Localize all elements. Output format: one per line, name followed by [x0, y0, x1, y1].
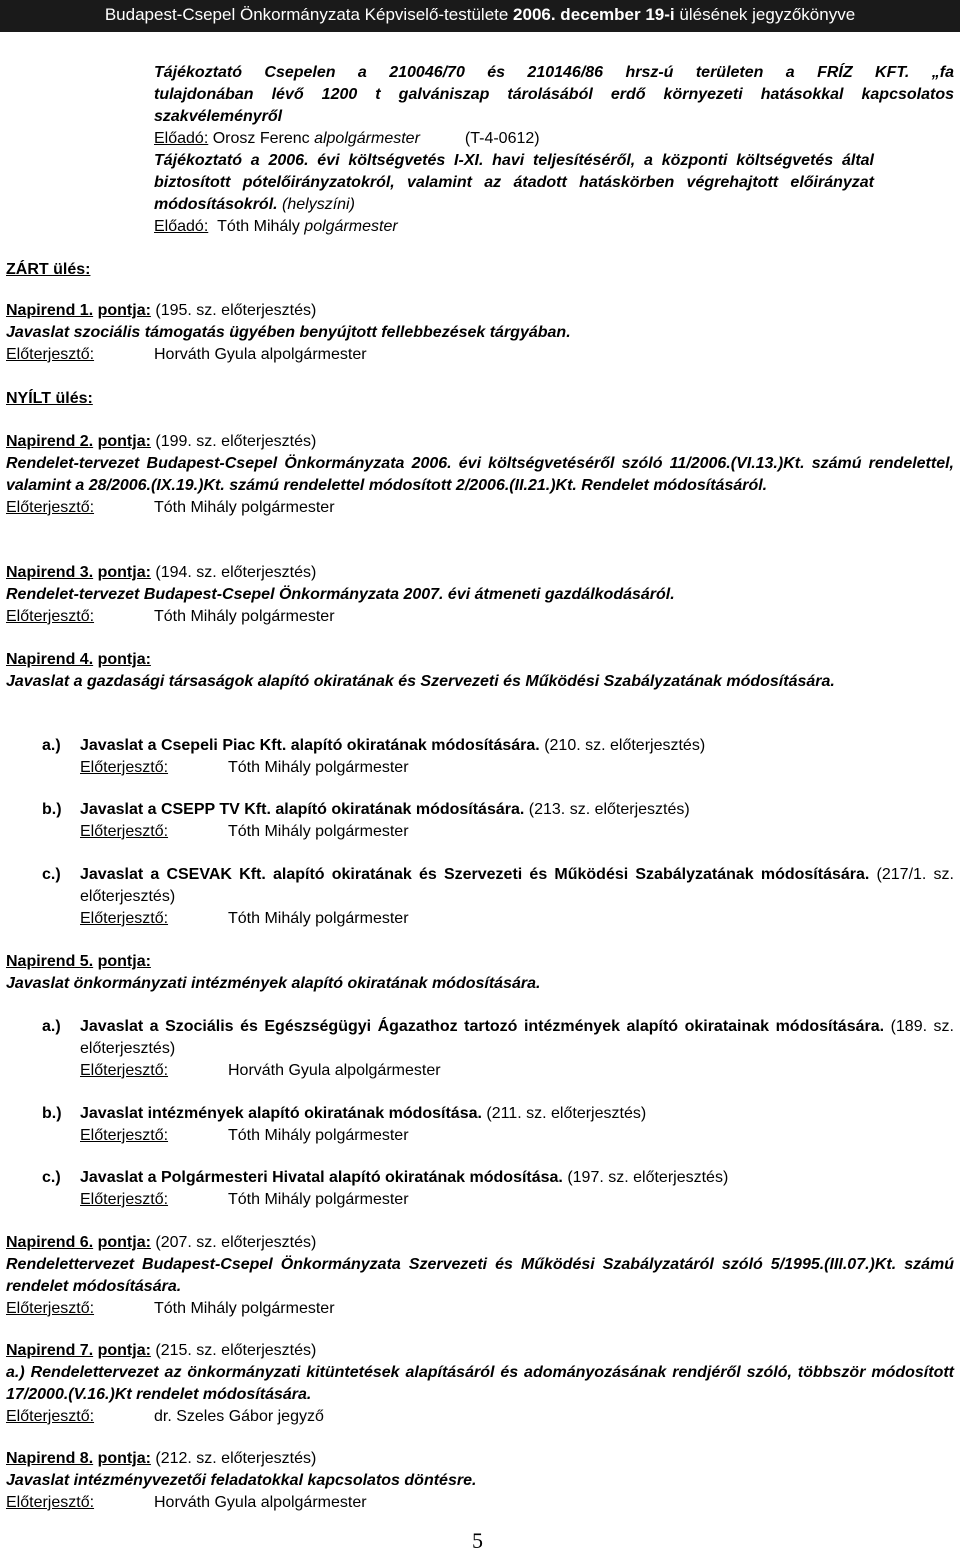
- closed-agenda-point-1: [6, 300, 954, 366]
- presenter-label: Előterjesztő:: [6, 608, 95, 625]
- point-ref: (194. sz. előterjesztés): [150, 564, 317, 581]
- agenda-point-2: [6, 431, 954, 519]
- point-word: pontja:: [97, 1342, 151, 1359]
- info-friz-line3: szakvéleményről: [154, 108, 283, 125]
- point-label: Napirend 8.: [6, 1450, 94, 1467]
- presenter-name: Tóth Mihály polgármester: [228, 823, 409, 840]
- presenter-label: Előterjesztő:: [6, 499, 95, 516]
- point-title: Javaslat szociális támogatás ügyében benyújtott fellebbezések tárgyában.: [6, 324, 571, 341]
- sub-item-title: Javaslat a Szociális és Egészségügyi Ágazathoz tartozó intézmények alapító okiratainak módosítására.: [80, 1018, 885, 1035]
- sub-item-4c: [42, 864, 954, 930]
- point-ref: (195. sz. előterjesztés): [150, 302, 317, 319]
- point-ref: (215. sz. előterjesztés): [150, 1342, 317, 1359]
- sub-item-5b: [42, 1103, 954, 1147]
- header-suffix: ülésének jegyzőkönyve: [674, 5, 856, 24]
- point-word: pontja:: [97, 651, 151, 668]
- agenda-point-4: [6, 649, 954, 693]
- presenter-label: Előterjesztő:: [80, 1062, 169, 1079]
- point-label: Napirend 1.: [6, 302, 94, 319]
- point-word: pontja:: [97, 302, 151, 319]
- info-budget-presenter: [154, 216, 874, 238]
- header-prefix: Budapest-Csepel Önkormányzata Képviselő-testülete: [104, 5, 514, 24]
- presenter-name: Horváth Gyula alpolgármester: [154, 1494, 367, 1511]
- point-word: pontja:: [97, 564, 151, 581]
- point-label: Napirend 4.: [6, 651, 94, 668]
- closed-session-heading: ZÁRT ülés:: [6, 261, 91, 278]
- header-date: 2006. december 19-i: [513, 5, 675, 24]
- point-title: Rendelettervezet Budapest-Csepel Önkormányzata Szervezeti és Működési Szabályzatáról szóló 5/1995.(III.07.)Kt. számú rendelet módosítására.: [6, 1256, 954, 1295]
- presenter-label: Előterjesztő:: [80, 823, 169, 840]
- point-word: pontja:: [97, 433, 151, 450]
- sub-item-letter: c.): [42, 866, 61, 883]
- sub-item-ref: (211. sz. előterjesztés): [481, 1105, 647, 1122]
- sub-item-ref: (197. sz. előterjesztés): [562, 1169, 729, 1186]
- point-label: Napirend 6.: [6, 1234, 94, 1251]
- sub-item-title: Javaslat a CSEPP TV Kft. alapító okiratának módosítására.: [80, 801, 525, 818]
- sub-item-letter: a.): [42, 737, 61, 754]
- point-title: Javaslat önkormányzati intézmények alapító okiratának módosítására.: [6, 975, 541, 992]
- point-label: Napirend 5.: [6, 953, 94, 970]
- agenda-item-info-friz: [154, 62, 954, 128]
- point-title: Javaslat intézményvezetői feladatokkal kapcsolatos döntésre.: [6, 1472, 477, 1489]
- presenter-title: alpolgármester: [314, 130, 420, 147]
- presenter-label: Előadó:: [154, 218, 209, 235]
- sub-item-title: Javaslat a Polgármesteri Hivatal alapító okiratának módosítása.: [80, 1169, 563, 1186]
- agenda-item-info-budget: [154, 150, 874, 216]
- sub-item-5c: [42, 1167, 954, 1211]
- info-budget-text: Tájékoztató a 2006. évi költségvetés I-XI. havi teljesítéséről, a központi költségvetés által biztosított pótelőirányzatokról, valamint az átadott hatáskörben végrehajtott előirányzat módosításokról.: [154, 152, 874, 213]
- agenda-point-7: [6, 1340, 954, 1428]
- sub-item-4b: [42, 799, 954, 843]
- agenda-point-3: [6, 562, 954, 628]
- point-word: pontja:: [97, 953, 151, 970]
- sub-item-ref: (217/1. sz. előterjesztés): [80, 866, 955, 905]
- presenter-name: Tóth Mihály polgármester: [228, 910, 409, 927]
- sub-item-4a: [42, 735, 954, 779]
- agenda-point-8: [6, 1448, 954, 1514]
- presenter-name: dr. Szeles Gábor jegyző: [154, 1408, 324, 1425]
- point-title: a.) Rendelettervezet az önkormányzati kitüntetések alapításáról és adományozásának rendjéről szóló, többször módosított 17/2000.(V.16.)Kt rendelet módosítására.: [6, 1364, 954, 1403]
- presenter-label: Előterjesztő:: [80, 1127, 169, 1144]
- point-word: pontja:: [97, 1450, 151, 1467]
- presenter-name: Orosz Ferenc: [208, 130, 315, 147]
- presenter-name: Tóth Mihály polgármester: [154, 499, 335, 516]
- point-ref: (207. sz. előterjesztés): [150, 1234, 317, 1251]
- point-ref: (199. sz. előterjesztés): [150, 433, 317, 450]
- presenter-label: Előterjesztő:: [6, 1408, 95, 1425]
- point-title: Rendelet-tervezet Budapest-Csepel Önkormányzata 2007. évi átmeneti gazdálkodásáról.: [6, 586, 675, 603]
- presenter-label: Előterjesztő:: [80, 1191, 169, 1208]
- agenda-point-5: [6, 951, 954, 995]
- presenter-name: Horváth Gyula alpolgármester: [228, 1062, 441, 1079]
- presenter-label: Előterjesztő:: [80, 759, 169, 776]
- agenda-point-6: [6, 1232, 954, 1320]
- sub-item-ref: (213. sz. előterjesztés): [524, 801, 690, 818]
- presenter-label: Előadó:: [154, 130, 209, 147]
- sub-item-letter: a.): [42, 1018, 61, 1035]
- sub-item-ref: (189. sz. előterjesztés): [80, 1018, 954, 1057]
- presenter-label: Előterjesztő:: [6, 1494, 95, 1511]
- sub-item-letter: c.): [42, 1169, 61, 1186]
- info-friz-line1: Tájékoztató Csepelen a 210046/70 és 210146/86 hrsz-ú területen a FRÍZ KFT. „fa: [154, 64, 954, 81]
- sub-item-letter: b.): [42, 801, 62, 818]
- open-session-heading: NYÍLT ülés:: [6, 390, 93, 407]
- presenter-name: Tóth Mihály polgármester: [154, 608, 335, 625]
- sub-item-title: Javaslat intézmények alapító okiratának módosítása.: [80, 1105, 482, 1122]
- document-header: [0, 0, 960, 32]
- sub-item-ref: (210. sz. előterjesztés): [539, 737, 706, 754]
- sub-item-5a: [42, 1016, 954, 1082]
- presenter-name: Tóth Mihály polgármester: [228, 759, 409, 776]
- sub-item-title: Javaslat a CSEVAK Kft. alapító okiratának és Szervezeti és Működési Szabályzatának módosítására.: [80, 866, 870, 883]
- presenter-title: polgármester: [304, 218, 398, 235]
- point-title: Rendelet-tervezet Budapest-Csepel Önkormányzata 2006. évi költségvetéséről szóló 11/2006.(VI.13.)Kt. számú rendelettel, valamint a 28/2006.(IX.19.)Kt. számú rendelettel módosított 2/2006.(II.21.)Kt. Rendelet módosításáról.: [6, 455, 954, 494]
- info-friz-presenter: [154, 128, 954, 150]
- presenter-name: Tóth Mihály polgármester: [228, 1191, 409, 1208]
- presenter-name: Tóth Mihály: [217, 218, 305, 235]
- point-title: Javaslat a gazdasági társaságok alapító okiratának és Szervezeti és Működési Szabályzatának módosítására.: [6, 673, 835, 690]
- presenter-label: Előterjesztő:: [6, 346, 95, 363]
- presenter-label: Előterjesztő:: [6, 1300, 95, 1317]
- item-code: (T-4-0612): [464, 130, 540, 147]
- sub-item-letter: b.): [42, 1105, 62, 1122]
- sub-item-title: Javaslat a Csepeli Piac Kft. alapító okiratának módosítására.: [80, 737, 540, 754]
- point-word: pontja:: [97, 1234, 151, 1251]
- info-friz-line2: tulajdonában lévő 1200 t galvániszap tárolásából erdő környezeti hatásokkal kapcsolatos: [154, 86, 954, 103]
- info-budget-note: (helyszíni): [277, 196, 355, 213]
- presenter-label: Előterjesztő:: [80, 910, 169, 927]
- presenter-name: Tóth Mihály polgármester: [154, 1300, 335, 1317]
- point-label: Napirend 7.: [6, 1342, 94, 1359]
- point-ref: (212. sz. előterjesztés): [150, 1450, 317, 1467]
- presenter-name: Tóth Mihály polgármester: [228, 1127, 409, 1144]
- page-number: 5: [472, 1528, 483, 1553]
- point-label: Napirend 2.: [6, 433, 94, 450]
- point-label: Napirend 3.: [6, 564, 94, 581]
- presenter-name: Horváth Gyula alpolgármester: [154, 346, 367, 363]
